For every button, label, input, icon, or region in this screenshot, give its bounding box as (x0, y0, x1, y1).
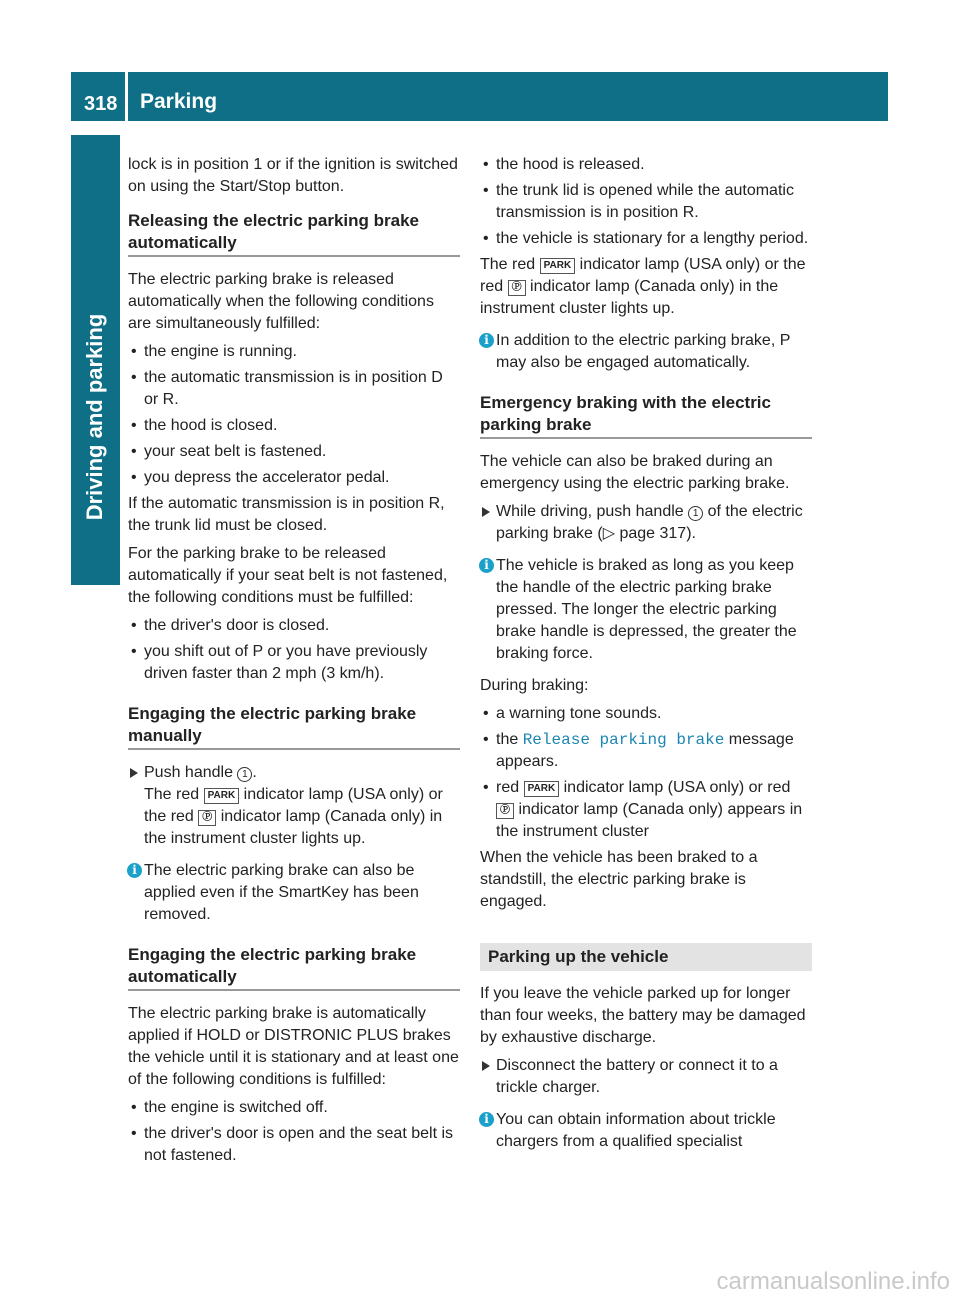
text: indicator lamp (Canada only) appears in the instrument cluster (496, 801, 803, 840)
paragraph: When the vehicle has been braked to a standstill, the electric parking brake is engaged. (480, 849, 758, 910)
step-text: While driving, push handle (496, 503, 684, 520)
watermark: carmanualsonline.info (716, 1268, 950, 1295)
handle-number-icon: 1 (688, 506, 703, 521)
list-item: • you depress the accelerator pedal. (128, 467, 460, 489)
section-banner: Parking up the vehicle (480, 943, 812, 971)
list-item: • the vehicle is stationary for a lengthy period. (480, 228, 812, 250)
list-item (480, 777, 812, 843)
list-item (480, 729, 812, 773)
step-text: of the electric parking brake (▷ page 317). (496, 503, 803, 542)
info-note: i The vehicle is braked as long as you keep the handle of the electric parking brake pressed. The longer the electric parking brake handle is depressed, the greater the braking force. (480, 555, 812, 665)
p-lamp-icon: Ⓟ (508, 280, 526, 296)
header-divider (125, 72, 128, 121)
step-item: Push handle 1 . The red PARK indicator lamp (USA only) or the red Ⓟ indicator lamp (Canada only) in the instrument cluster lights up. (128, 762, 460, 850)
text: message appears. (496, 731, 794, 770)
step-item: Disconnect the battery or connect it to a trickle charger. (480, 1055, 812, 1099)
section-heading: Emergency braking with the electric parking brake (480, 392, 812, 439)
step-item (480, 501, 812, 545)
list-item: • the engine is switched off. (128, 1097, 460, 1119)
text: indicator lamp (Canada only) in the instrument cluster lights up. (480, 278, 779, 317)
section-heading: Releasing the electric parking brake automatically (128, 210, 460, 257)
list-item: • the driver's door is open and the seat belt is not fastened. (128, 1123, 460, 1167)
list-item: • the driver's door is closed. (128, 615, 460, 637)
paragraph: During braking: (480, 677, 589, 694)
right-column (480, 154, 812, 1163)
list-item: • you shift out of P or you have previously driven faster than 2 mph (3 km/h). (128, 641, 460, 685)
park-lamp-icon: PARK (204, 788, 240, 804)
display-message: Release parking brake (522, 731, 725, 749)
list-item: • the hood is released. (480, 154, 812, 176)
p-lamp-icon: Ⓟ (198, 810, 216, 826)
paragraph: For the parking brake to be released automatically if your seat belt is not fastened, the following conditions must be fulfilled: (128, 545, 448, 606)
list-item: • the hood is closed. (128, 415, 460, 437)
paragraph: If you leave the vehicle parked up for longer than four weeks, the battery may be damaged by exhaustive discharge. (480, 985, 806, 1046)
paragraph: If the automatic transmission is in position R, the trunk lid must be closed. (128, 495, 445, 534)
list-item: • a warning tone sounds. (480, 703, 812, 725)
handle-number-icon: 1 (237, 767, 252, 782)
text: The red (480, 256, 536, 273)
paragraph: The electric parking brake is automatically applied if HOLD or DISTRONIC PLUS brakes the vehicle until it is stationary and at least one of the following conditions is fulfilled: (128, 1005, 459, 1088)
paragraph: The electric parking brake is released automatically when the following conditions are simultaneously fulfilled: (128, 271, 434, 332)
text: indicator lamp (USA only) or red (563, 779, 791, 796)
text: the (496, 731, 519, 748)
info-note: i You can obtain information about trickle chargers from a qualified specialist (480, 1109, 812, 1153)
left-column (128, 154, 460, 1171)
step-text: indicator lamp (Canada only) in the instrument cluster lights up. (144, 808, 443, 847)
paragraph (480, 254, 812, 320)
info-note: i In addition to the electric parking brake, P may also be engaged automatically. (480, 330, 812, 374)
section-heading: Engaging the electric parking brake automatically (128, 944, 460, 991)
section-heading: Engaging the electric parking brake manually (128, 703, 460, 750)
page-title: Parking (140, 90, 218, 113)
list-item: • your seat belt is fastened. (128, 441, 460, 463)
list-item: • the trunk lid is opened while the automatic transmission is in position R. (480, 180, 812, 224)
park-lamp-icon: PARK (524, 781, 560, 797)
park-lamp-icon: PARK (540, 258, 576, 274)
step-text: indicator lamp (USA only) or the red (144, 786, 443, 825)
list-item: • the automatic transmission is in position D or R. (128, 367, 460, 411)
side-tab-label: Driving and parking (82, 313, 107, 521)
page-number: 318 (84, 93, 118, 115)
p-lamp-icon: Ⓟ (496, 803, 514, 819)
info-note: i The electric parking brake can also be applied even if the SmartKey has been removed. (128, 860, 460, 926)
text: indicator lamp (USA only) or the red (480, 256, 806, 295)
list-item: • the engine is running. (128, 341, 460, 363)
paragraph: lock is in position 1 or if the ignition is switched on using the Start/Stop button. (128, 156, 458, 195)
step-text: Push handle (144, 764, 233, 781)
text: red (496, 779, 520, 796)
paragraph: The vehicle can also be braked during an emergency using the electric parking brake. (480, 453, 790, 492)
step-text: The red (144, 786, 200, 803)
